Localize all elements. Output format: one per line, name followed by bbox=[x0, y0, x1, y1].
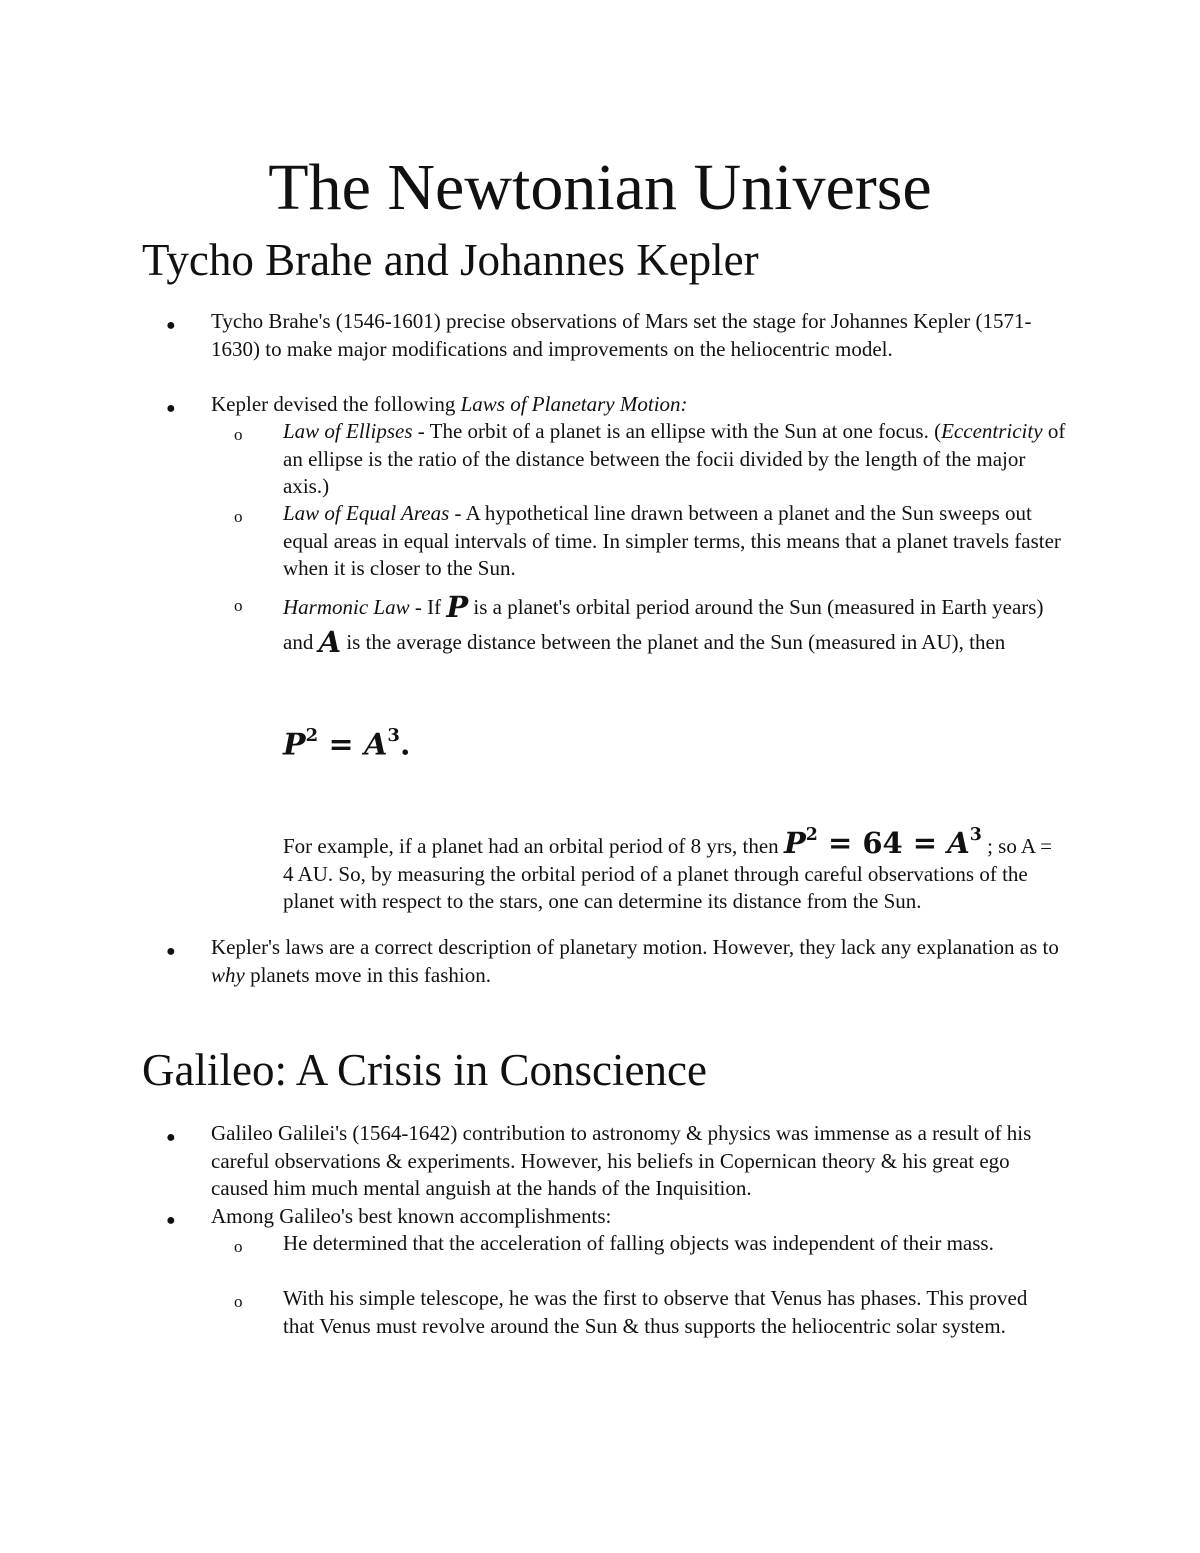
section-heading-kepler: Tycho Brahe and Johannes Kepler bbox=[142, 235, 759, 285]
list-item-falling-objects: He determined that the acceleration of falling objects was independent of their mass. bbox=[283, 1231, 994, 1255]
list-item-harmonic-law: Harmonic Law - If P is a planet's orbital period around the Sun (measured in Earth years) and A is the average distance between the planet and the Sun (measured in AU), then bbox=[283, 590, 1044, 659]
example-paragraph: For example, if a planet had an orbital period of 8 yrs, then $P^2 = 64 = A^3$ ; so A = 4 AU. So, by measuring the orbital period of a planet through careful observations of the planet with respect to the stars, one can determine its distance from the Sun. bbox=[283, 825, 1053, 914]
bullet-dot: ● bbox=[166, 317, 176, 334]
bullet-dot: ● bbox=[166, 400, 176, 417]
list-item-kepler-laws: Kepler devised the following Laws of Planetary Motion: bbox=[211, 392, 688, 416]
list-item-tycho: Tycho Brahe's (1546-1601) precise observations of Mars set the stage for Johannes Kepler (1571-1630) to make major modifications and improvements on the heliocentric model. bbox=[211, 309, 1032, 361]
variable-p: P bbox=[446, 590, 469, 624]
list-item-venus-phases: With his simple telescope, he was the first to observe that Venus has phases. This proved that Venus must revolve around the Sun & thus supports the heliocentric solar system. bbox=[283, 1286, 1028, 1338]
example-equation: $P^2 = 64 = A^3$ bbox=[783, 825, 982, 861]
list-item-galileo-contribution: Galileo Galilei's (1564-1642) contribution to astronomy & physics was immense as a result of his careful observations & experiments. However, his beliefs in Copernican theory & his great ego caused him much mental anguish at the hands of the Inquisition. bbox=[211, 1121, 1032, 1200]
section-heading-galileo: Galileo: A Crisis in Conscience bbox=[142, 1045, 707, 1095]
bullet-dot: ● bbox=[166, 943, 176, 960]
bullet-circle: o bbox=[234, 507, 243, 526]
variable-a: A bbox=[318, 625, 342, 659]
bullet-circle: o bbox=[234, 1292, 243, 1311]
bullet-circle: o bbox=[234, 596, 243, 615]
kepler-equation: $P^2 = A^3$. bbox=[283, 725, 411, 763]
list-item-kepler-limitations: Kepler's laws are a correct description of planetary motion. However, they lack any explanation as to why planets move in this fashion. bbox=[211, 935, 1059, 987]
page-title: The Newtonian Universe bbox=[268, 151, 932, 224]
bullet-circle: o bbox=[234, 425, 243, 444]
list-item-law-of-equal-areas: Law of Equal Areas - A hypothetical line drawn between a planet and the Sun sweeps out equal areas in equal intervals of time. In simpler terms, this means that a planet travels faster when it is closer to the Sun. bbox=[283, 501, 1061, 580]
bullet-dot: ● bbox=[166, 1129, 176, 1146]
list-item-galileo-accomplishments: Among Galileo's best known accomplishments: bbox=[211, 1204, 612, 1228]
bullet-circle: o bbox=[234, 1237, 243, 1256]
list-item-law-of-ellipses: Law of Ellipses - The orbit of a planet is an ellipse with the Sun at one focus. (Eccentricity of an ellipse is the ratio of the distance between the focii divided by the length of the major axis.) bbox=[283, 419, 1066, 498]
bullet-dot: ● bbox=[166, 1212, 176, 1229]
